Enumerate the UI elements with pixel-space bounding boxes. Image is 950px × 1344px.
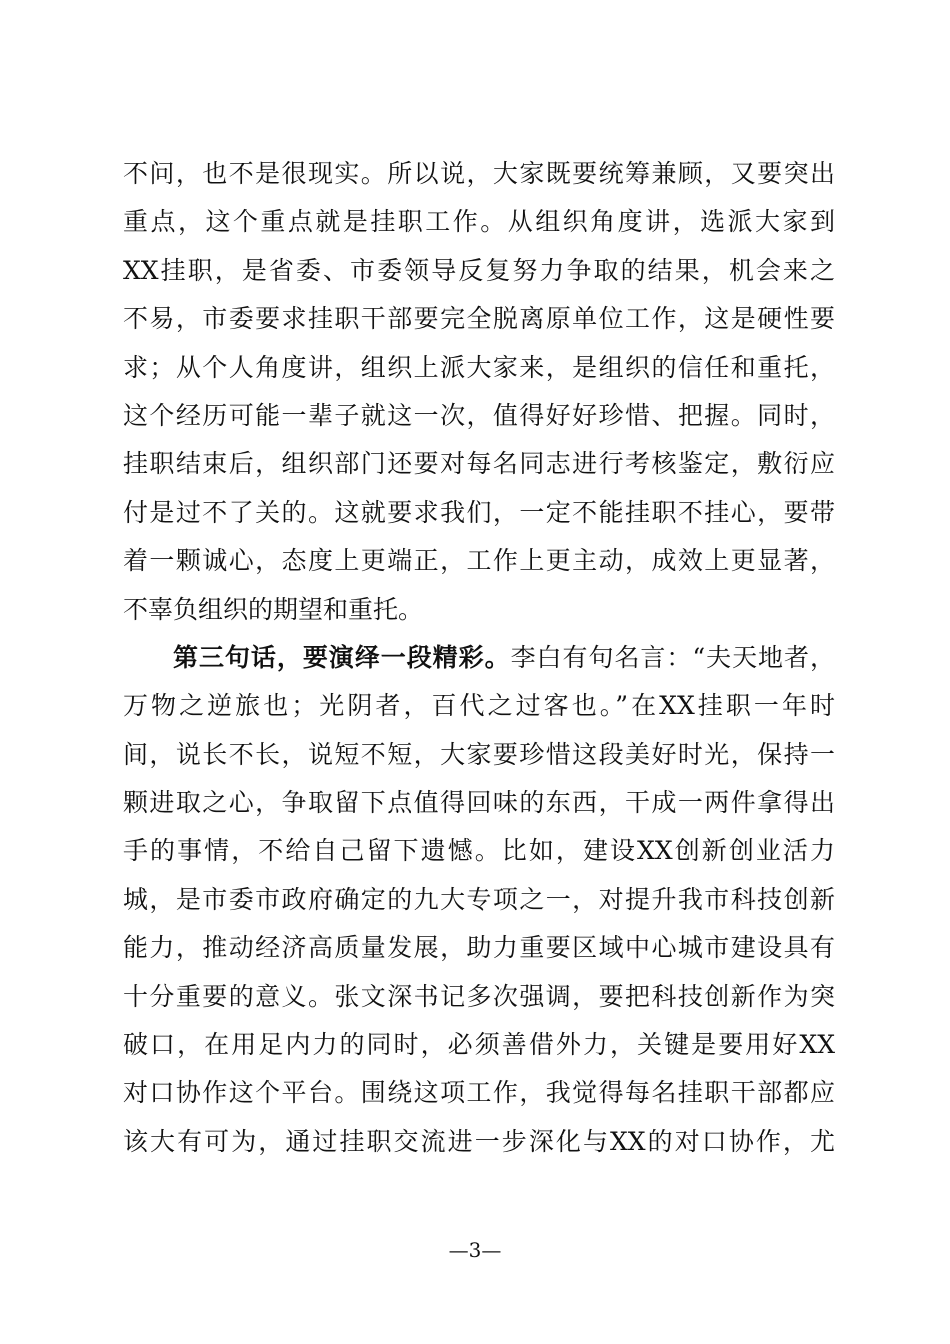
text-line: 重点，这个重点就是挂职工作。从组织角度讲，选派大家到 (123, 207, 835, 237)
text-line: 颗进取之心，争取留下点值得回味的东西，干成一两件拿得出 (123, 788, 835, 818)
text-run: 李白有句名言：“夫天地者， (510, 642, 835, 672)
text-line: 十分重要的意义。张文深书记多次强调，要把科技创新作为突 (123, 981, 835, 1011)
text-line: 这个经历可能一辈子就这一次，值得好好珍惜、把握。同时， (123, 400, 835, 430)
text-line: 不辜负组织的期望和重托。 (123, 594, 424, 624)
text-line: 间，说长不长，说短不短，大家要珍惜这段美好时光，保持一 (123, 739, 835, 769)
paragraph-1 (123, 150, 835, 634)
text-line: 能力，推动经济高质量发展，助力重要区域中心城市建设具有 (123, 933, 835, 963)
text-line: 手的事情，不给自己留下遗憾。比如，建设XX创新创业活力 (123, 836, 835, 866)
text-line: 挂职结束后，组织部门还要对每名同志进行考核鉴定，敷衍应 (123, 449, 835, 479)
text-line: 不问，也不是很现实。所以说，大家既要统筹兼顾，又要突出 (123, 159, 835, 188)
text-line: 求；从个人角度讲，组织上派大家来，是组织的信任和重托， (123, 352, 835, 382)
text-line: 付是过不了关的。这就要求我们，一定不能挂职不挂心，要带 (123, 497, 835, 527)
page-number: —3— (448, 1238, 502, 1262)
text-line: 万物之逆旅也；光阴者，百代之过客也。”在XX挂职一年时 (123, 691, 835, 721)
text-line: XX挂职，是省委、市委领导反复努力争取的结果，机会来之 (123, 255, 835, 285)
text-line: 对口协作这个平台。围绕这项工作，我觉得每名挂职干部都应 (123, 1078, 835, 1108)
paragraph-2 (123, 634, 835, 1166)
text-line: 城，是市委市政府确定的九大专项之一，对提升我市科技创新 (123, 884, 835, 914)
text-line: 该大有可为，通过挂职交流进一步深化与XX的对口协作，尤 (123, 1126, 835, 1156)
text-line: 不易，市委要求挂职干部要完全脱离原单位工作，这是硬性要 (123, 304, 835, 334)
section-heading: 第三句话，要演绎一段精彩。 (173, 642, 511, 672)
paragraph-first-line (123, 634, 835, 682)
text-line: 破口，在用足内力的同时，必须善借外力，关键是要用好XX (123, 1030, 835, 1060)
body-text (123, 150, 835, 1166)
text-line: 着一颗诚心，态度上更端正，工作上更主动，成效上更显著， (123, 546, 835, 576)
